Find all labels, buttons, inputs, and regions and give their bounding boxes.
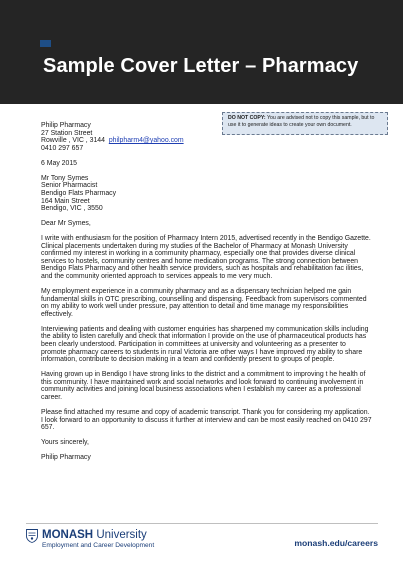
footer-divider [26, 523, 378, 524]
logo-bold-text: MONASH [42, 529, 94, 541]
sender-street: 27 Station Street [41, 129, 93, 137]
notice-text-line1: You are advised not to copy this sample, but to [265, 115, 375, 121]
paragraph-line: I write with enthusiasm for the position of Pharmacy Intern 2015, advertised recently in the Bendigo Gazette. [41, 235, 371, 243]
paragraph-line: I look forward to an opportunity to discuss it further at interview and can be most easily reached on 0410 297 [41, 416, 372, 424]
logo-subtitle: Employment and Career Development [42, 542, 155, 549]
paragraph-line: fundamental skills in OTC prescribing, counselling and dispensing. Feedback from supervisors commented [41, 295, 367, 303]
paragraph-line: Clinical placements undertaken during my studies of the Bachelor of Pharmacy at Monash University [41, 242, 348, 250]
footer-website-link[interactable]: monash.edu/careers [294, 538, 378, 548]
paragraph-line: My employment experience in a community pharmacy and as a dispensary technician helped me gain [41, 288, 352, 296]
body-paragraph [41, 371, 371, 401]
paragraph-line: Please find attached my resume and copy of academic transcript. Thank you for considering my application. [41, 408, 370, 416]
monash-logo [26, 528, 166, 554]
paragraph-line: on my ability to work well under pressure, pay attention to detail and time manage my responsibilities [41, 303, 349, 311]
sender-city: Rowville , VIC , 3144 [41, 137, 105, 145]
recipient-title: Senior Pharmacist [41, 182, 98, 190]
body-paragraph [41, 235, 371, 281]
salutation-block [41, 220, 371, 228]
paragraph-line: the ability to listen carefully and check that information I provide on the use of pharmaceutical products has [41, 333, 367, 341]
paragraph-line: information, contribute to decision making in a team and confidently present to groups of people. [41, 356, 335, 364]
sender-address-block [41, 122, 371, 152]
notice-bold-label: DO NOT COPY: [228, 115, 266, 121]
body-paragraph [41, 288, 371, 318]
page-title: Sample Cover Letter – Pharmacy [43, 55, 359, 77]
paragraph-line: and the community oriented approach to services appeals to me very much. [41, 273, 273, 281]
sender-name: Philip Pharmacy [41, 122, 91, 129]
paragraph-line: effectively. [41, 310, 73, 318]
paragraph-line: Having grown up in Bendigo I have strong links to the district and a commitment to improving t he health of [41, 371, 366, 379]
paragraph-line: Bendigo Flats Pharmacy and other health service providers, such as hospitals and rehabilitation fac ilities, [41, 265, 364, 273]
paragraph-line: confirmed my interest in working in a community pharmacy, especially one that provides diverse clinical [41, 250, 356, 258]
date-text: 6 May 2015 [41, 159, 78, 167]
closing: Yours sincerely, [41, 439, 89, 447]
recipient-name: Mr Tony Symes [41, 174, 89, 182]
paragraph-line: services to hostels, community centres and home medication programs. The strong connection between [41, 257, 359, 265]
signature-block [41, 454, 371, 462]
paragraph-line: community activities and joining local business associations when I establish my career as a professional [41, 386, 361, 394]
paragraph-line: this community. I have maintained work and social networks and look forward to continuing involvement in [41, 378, 364, 386]
letter-body [41, 122, 371, 469]
page-header [0, 0, 403, 104]
body-paragraph [41, 409, 371, 432]
paragraph-line: been clearly understood. Participation in committees at university and volunteering as a presenter to [41, 341, 346, 348]
recipient-address-block [41, 175, 371, 213]
logo-light-text: University [93, 529, 147, 541]
recipient-street: 164 Main Street [41, 197, 90, 205]
notice-text-line2: use it to generate ideas to create your own document. [228, 121, 352, 128]
sender-phone: 0410 297 657 [41, 144, 84, 152]
signature-name: Philip Pharmacy [41, 454, 91, 462]
paragraph-line: Interviewing patients and dealing with customer enquiries has sharpened my communication skills including [41, 325, 369, 333]
logo-wordmark [42, 528, 147, 542]
body-paragraph [41, 326, 371, 364]
recipient-organisation: Bendigo Flats Pharmacy [41, 189, 117, 197]
sender-city-line [41, 137, 371, 145]
salutation: Dear Mr Symes, [41, 220, 91, 228]
paragraph-line: career. [41, 393, 63, 401]
paragraph-line: promote pharmacy careers to students in rural Victoria are other ways I have improved my ability to share [41, 348, 363, 356]
closing-block [41, 439, 371, 447]
letter-date [41, 160, 371, 168]
monash-crest-icon [26, 529, 38, 543]
recipient-city: Bendigo, VIC , 3550 [41, 205, 103, 213]
header-accent-bar [40, 40, 51, 47]
sender-email-link[interactable]: philpharm4@yahoo.com [108, 137, 184, 145]
paragraph-line: 657. [41, 424, 55, 432]
